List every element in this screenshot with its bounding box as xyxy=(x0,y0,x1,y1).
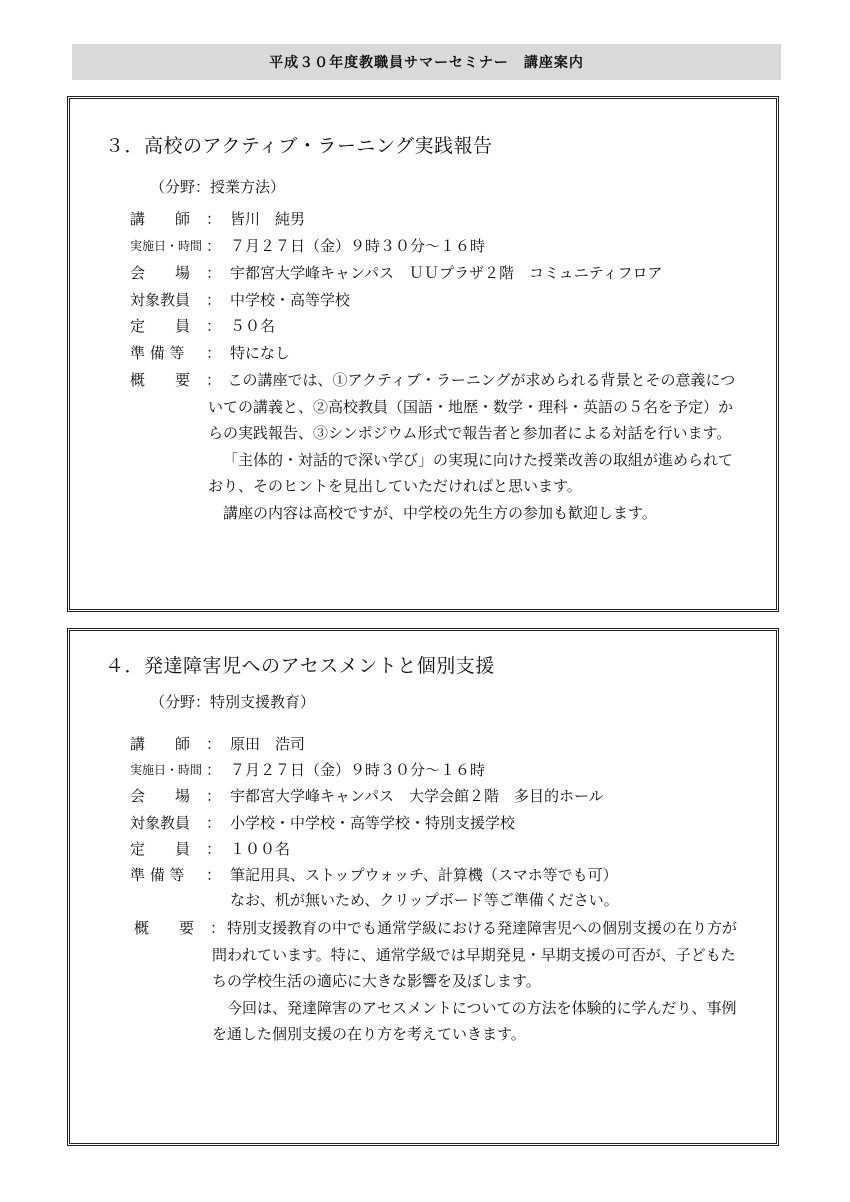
course-title: ３．高校のアクティブ・ラーニング実践報告 xyxy=(105,135,493,157)
capacity-label: 定 員 xyxy=(130,317,191,335)
course-field: （分野：授業方法） xyxy=(150,178,286,196)
overview-paragraph: 「主体的・対話的で深い学び」の実現に向けた授業改善の取組が進められており、そのヒントを見出していただければと思います。 xyxy=(208,450,734,495)
prep-value: 特になし xyxy=(230,344,291,362)
venue-label: 会 場 xyxy=(130,264,191,282)
course-title: ４．発達障害児へのアセスメントと個別支援 xyxy=(105,655,495,677)
venue-label: 会 場 xyxy=(130,787,191,805)
course-box-3: ３．高校のアクティブ・ラーニング実践報告 （分野：授業方法） 講 師 ： 皆川 純男 実施日・時間 ： ７月２７日（金）９時３０分～１６時 会 場 ： 宇都宮大学峰キャンパス ＵＵプラザ２階 コミュニティフロア 対象教員 ： 中学校・高等学校 定 員 ： ５０名 準 備 等 ： 特になし 概 要 ： この講座では、①アクティブ・ラーニングが求められる背景とその意義についての講義と、②高校教員（国語・地歴・数学・理科・英語の５名を予定）からの実践報告、③シンポジウム形式で報告者と参加者による対話を行います。 「主体的・対話的で深い学び」の実現に向けた授業改善の取組が進められており、そのヒントを見出していただければと思います。 講座の内容は高校ですが、中学校の先生方の参加も歓迎します。 xyxy=(67,96,779,612)
venue-value: 宇都宮大学峰キャンパス 大学会館２階 多目的ホール xyxy=(230,787,604,805)
target-value: 小学校・中学校・高等学校・特別支援学校 xyxy=(230,814,516,832)
prep-note: なお、机が無いため、クリップボード等ご準備ください。 xyxy=(230,891,619,909)
lecturer-value: 皆川 純男 xyxy=(230,210,306,228)
target-value: 中学校・高等学校 xyxy=(230,291,351,309)
course-box-4: ４．発達障害児へのアセスメントと個別支援 （分野：特別支援教育） 講 師 ： 原田 浩司 実施日・時間 ： ７月２７日（金）９時３０分～１６時 会 場 ： 宇都宮大学峰キャンパス 大学会館２階 多目的ホール 対象教員 ： 小学校・中学校・高等学校・特別支援学校 定 員 ： １００名 準 備 等 ： 筆記用具、ストップウォッチ、計算機（スマホ等でも可） なお、机が無いため、クリップボード等ご準備ください。 概 要 ： 特別支援教育の中でも通常学級における発達障害児への個別支援の在り方が問われています。特に、通常学級では早期発見・早期支援の可否が、子どもたちの学校生活の適応に大きな影響を及ぼします。 今回は、発達障害のアセスメントについての方法を体験的に学んだり、事例を通した個別支援の在り方を考えていきます。 xyxy=(67,628,779,1146)
venue-value: 宇都宮大学峰キャンパス ＵＵプラザ２階 コミュニティフロア xyxy=(230,264,663,282)
datetime-label: 実施日・時間 xyxy=(130,239,203,253)
overview-paragraph: 特別支援教育の中でも通常学級における発達障害児への個別支援の在り方が問われています。特に、通常学級では早期発見・早期支援の可否が、子どもたちの学校生活の適応に大きな影響を及ぼします。 xyxy=(212,919,738,990)
lecturer-value: 原田 浩司 xyxy=(230,735,306,753)
datetime-label: 実施日・時間 xyxy=(130,763,203,777)
course-field: （分野：特別支援教育） xyxy=(150,693,316,711)
prep-label: 準 備 等 xyxy=(130,344,185,362)
capacity-label: 定 員 xyxy=(130,840,191,858)
datetime-value: ７月２７日（金）９時３０分～１６時 xyxy=(230,237,486,255)
overview-label: 概 要 xyxy=(130,371,191,389)
prep-label: 準 備 等 xyxy=(130,866,185,884)
overview-paragraph: 今回は、発達障害のアセスメントについての方法を体験的に学んだり、事例を通した個別支援の在り方を考えていきます。 xyxy=(212,998,737,1043)
overview-paragraph: この講座では、①アクティブ・ラーニングが求められる背景とその意義についての講義と、②高校教員（国語・地歴・数学・理科・英語の５名を予定）からの実践報告、③シンポジウム形式で報告者と参加者による対話を行います。 xyxy=(208,371,736,442)
target-label: 対象教員 xyxy=(130,291,191,309)
overview-text xyxy=(212,915,744,1048)
capacity-value: ５０名 xyxy=(230,317,276,335)
lecturer-label: 講 師 xyxy=(130,210,191,228)
target-label: 対象教員 xyxy=(130,814,191,832)
overview-text xyxy=(208,367,744,526)
overview-label: 概 要 xyxy=(134,919,195,937)
datetime-value: ７月２７日（金）９時３０分～１６時 xyxy=(230,761,486,779)
prep-value: 筆記用具、ストップウォッチ、計算機（スマホ等でも可） xyxy=(230,866,618,884)
lecturer-label: 講 師 xyxy=(130,735,191,753)
page-title: 平成３０年度教職員サマーセミナー 講座案内 xyxy=(269,55,584,71)
capacity-value: １００名 xyxy=(230,840,291,858)
overview-paragraph: 講座の内容は高校ですが、中学校の先生方の参加も歓迎します。 xyxy=(223,503,657,522)
page-header xyxy=(72,44,781,80)
